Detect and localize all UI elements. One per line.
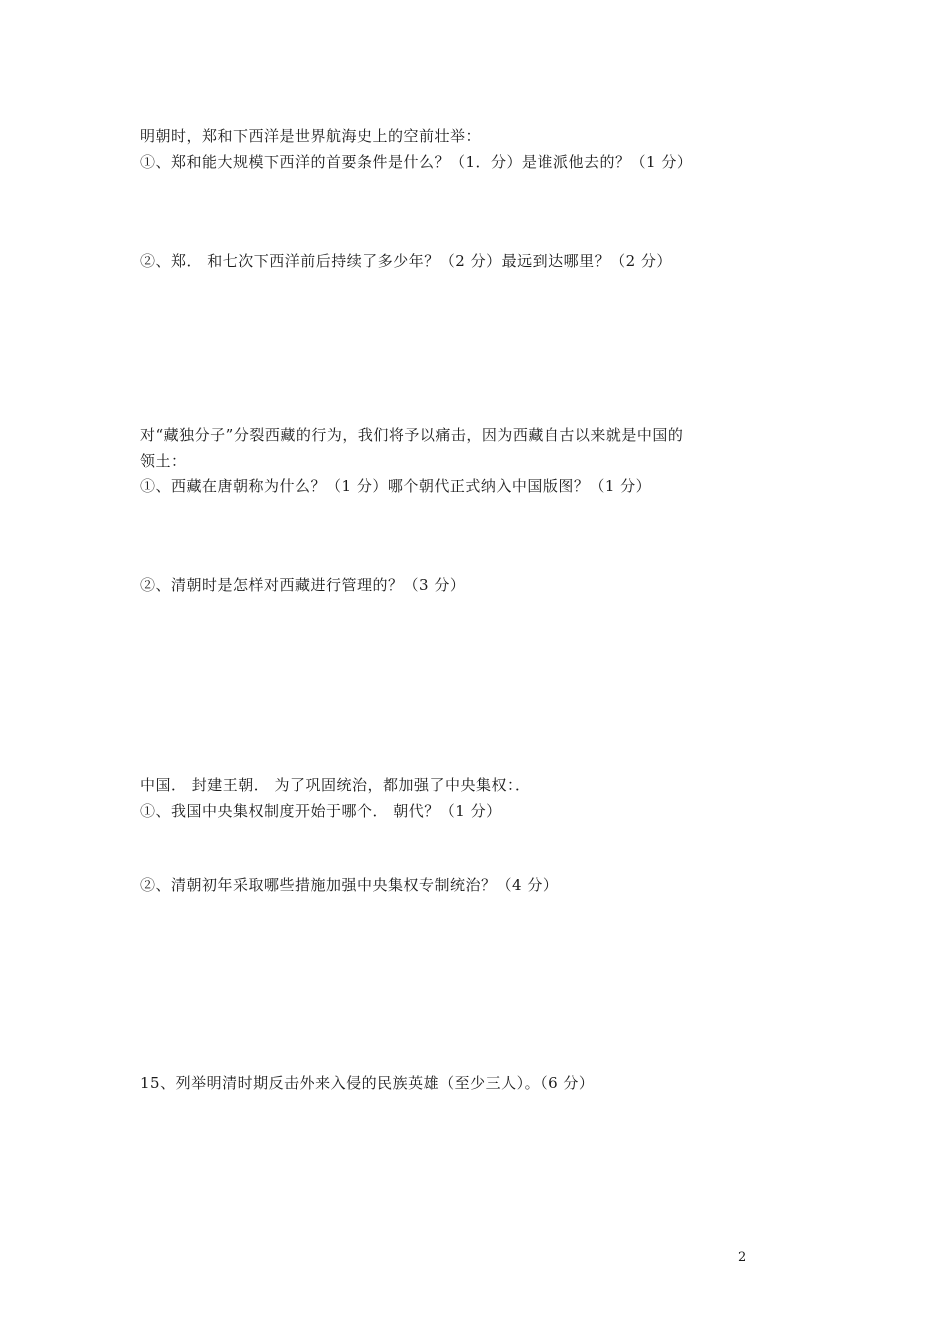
tibet-question-1: ①、西藏在唐朝称为什么？（1 分）哪个朝代正式纳入中国版图？（1 分） <box>140 477 652 495</box>
tibet-intro-line-2: 领土： <box>140 452 187 470</box>
centralization-question-1: ①、我国中央集权制度开始于哪个． 朝代？（1 分） <box>140 802 502 820</box>
question-15: 15、列举明清时期反击外来入侵的民族英雄（至少三人）。（6 分） <box>140 1074 595 1092</box>
zhenghe-question-2: ②、郑． 和七次下西洋前后持续了多少年？（2 分）最远到达哪里？（2 分） <box>140 252 672 270</box>
page-number: 2 <box>738 1250 747 1265</box>
zhenghe-intro: 明朝时，郑和下西洋是世界航海史上的空前壮举： <box>140 127 482 145</box>
tibet-intro-line-1: 对“藏独分子”分裂西藏的行为，我们将予以痛击，因为西藏自古以来就是中国的 <box>140 426 684 444</box>
tibet-question-2: ②、清朝时是怎样对西藏进行管理的？（3 分） <box>140 576 466 594</box>
zhenghe-question-1: ①、郑和能大规模下西洋的首要条件是什么？（1．分）是谁派他去的？（1 分） <box>140 153 693 171</box>
centralization-intro: 中国． 封建王朝． 为了巩固统治，都加强了中央集权：． <box>140 776 531 794</box>
centralization-question-2: ②、清朝初年采取哪些措施加强中央集权专制统治？（4 分） <box>140 876 559 894</box>
